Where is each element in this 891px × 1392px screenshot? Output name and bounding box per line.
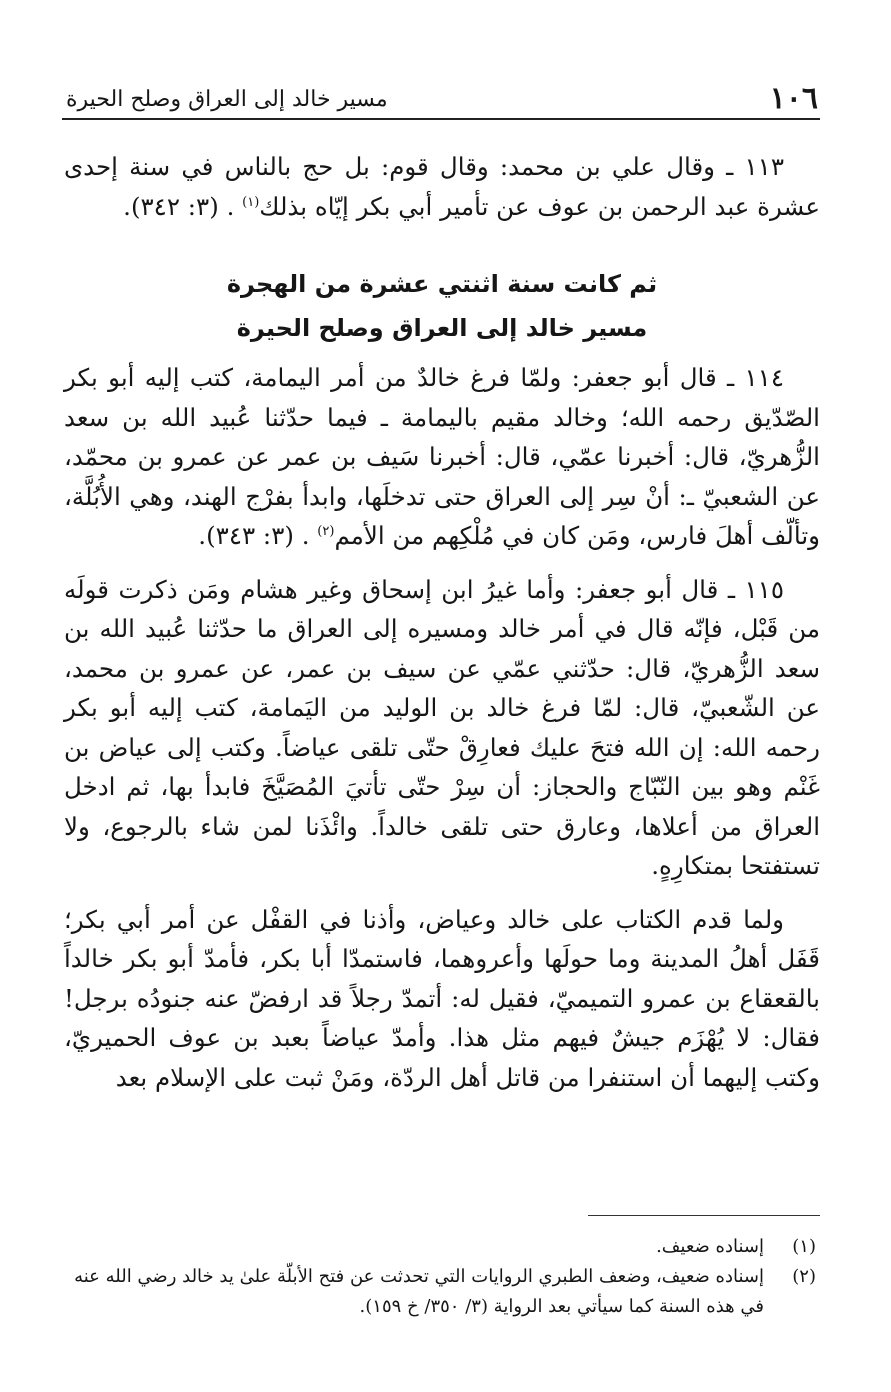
footnote-text: إسناده ضعيف، وضعف الطبري الروايات التي تحدثت عن فتح الأبلّة علىٰ يد خالد رضي الله عنه في هذه السنة كما سيأتي بعد الرواية (٣/ ٣٥٠/ خ ١٥٩). — [74, 1266, 764, 1317]
paragraph-115-text: ١١٥ ـ قال أبو جعفر: وأما غيرُ ابن إسحاق وغير هشام ومَن ذكرت قولَه من قَبْل، فإنّه قال في أمر خالد ومسيره إلى العراق ما حدّثنا عُبيد الله بن سعد الزُّهريّ، قال: حدّثني عمّي عن سيف بن عمر، عن عمرو بن محمد، عن الشّعبيّ، قال: لمّا فرغ خالد بن الوليد من اليَمامة، كتب إليه أبو بكر رحمه الله: إن الله فتحَ عليك فعارِقْ حتّى تلقى عياضاً. وكتب إلى عياض بن غَنْم وهو بين النّبّاج والحجاز: أن سِرْ حتّى تأتيَ المُصَيَّخَ فابدأ بها، ثم ادخل العراق من أعلاها، وعارق حتى تلقى خالداً. وائْذَنا لمن شاء بالرجوع، ولا تستفتحا بمتكارِهٍ. — [64, 574, 820, 880]
paragraph-113 — [64, 147, 820, 226]
footnotes — [64, 1232, 816, 1322]
paragraph-115 — [64, 570, 820, 886]
paragraph-114 — [64, 358, 820, 556]
footnote-number: (٢) — [792, 1266, 816, 1287]
paragraph-113-reference: . (٣: ٣٤٢). — [123, 191, 235, 221]
running-title: مسير خالد إلى العراق وصلح الحيرة — [66, 87, 388, 112]
paragraph-116-text: ولما قدم الكتاب على خالد وعياض، وأذنا في القفْل عن أمر أبي بكر؛ قَفَل أهلُ المدينة وما حولَها وأعروهما، فاستمدّا أبا بكر، فأمدّ أبو بكر خالداً بالقعقاع بن عمرو التميميّ، فقيل له: أتمدّ رجلاً قد ارفضّ عنه جنودُه برجل! فقال: لا يُهْزَم جيشٌ فيهم مثل هذا. وأمدّ عياضاً بعبد بن عوف الحميريّ، وكتب إليهما أن استنفرا من قاتل أهل الردّة، ومَنْ ثبت على الإسلام بعد — [64, 904, 820, 1092]
section-heading-line-1: ثم كانت سنة اثنتي عشرة من الهجرة — [226, 270, 658, 298]
footnote-text: إسناده ضعيف. — [656, 1236, 764, 1257]
page-header — [62, 78, 820, 120]
section-heading-line-2: مسير خالد إلى العراق وصلح الحيرة — [236, 314, 648, 342]
footnote-1 — [64, 1232, 816, 1262]
paragraph-116 — [64, 900, 820, 1098]
footnote-mark-2: (٢) — [317, 523, 335, 539]
section-heading — [64, 262, 820, 350]
footnote-2 — [64, 1262, 816, 1322]
page-number: ١٠٦ — [769, 81, 818, 116]
paragraph-114-reference: . (٣: ٣٤٣). — [198, 521, 310, 550]
paragraph-113-text: ١١٣ ـ وقال علي بن محمد: وقال قوم: بل حج بالناس في سنة إحدى عشرة عبد الرحمن بن عوف عن تأمير أبي بكر إيّاه بذلك — [64, 152, 820, 221]
paragraph-114-text: ١١٤ ـ قال أبو جعفر: ولمّا فرغ خالدٌ من أمر اليمامة، كتب إليه أبو بكر الصّدّيق رحمه الله؛ وخالد مقيم باليمامة ـ فيما حدّثنا عُبيد الله بن سعد الزُّهريّ، قال: أخبرنا عمّي، قال: أخبرنا سَيف بن عمر عن عمرو بن محمّد، عن الشعبيّ ـ: أنْ سِر إلى العراق حتى تدخلَها، وابدأ بفرْج الهند، وهي الأُبُلَّة، وتألّف أهلَ فارس، ومَن كان في مُلْكِهم من الأمم — [64, 363, 820, 550]
main-text — [64, 147, 820, 1097]
footnote-separator — [588, 1215, 820, 1216]
footnote-number: (١) — [792, 1236, 816, 1257]
footnote-mark-1: (١) — [242, 194, 260, 210]
